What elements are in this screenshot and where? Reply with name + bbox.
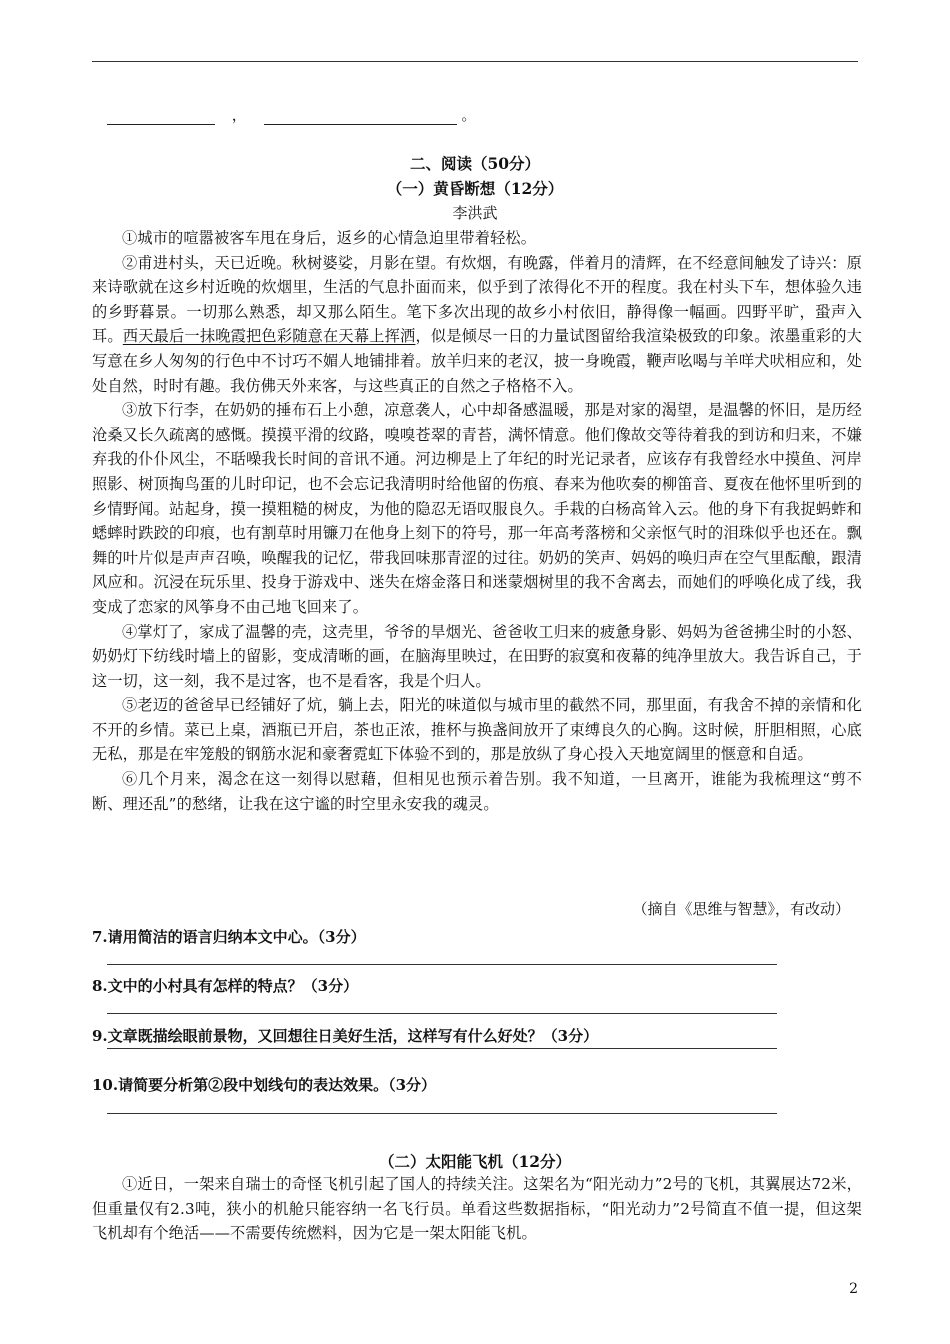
paragraph-3: ③放下行李，在奶奶的捶布石上小憩，凉意袭人，心中却备感温暖，那是对家的渴望，是温馨的怀旧，是历经沧桑又长久疏离的感慨。摸摸平滑的纹路，嗅嗅苍翠的青苔，满怀情意。他们像故交等待着我的到访和归来，不嫌弃我的仆仆风尘，不聒噪我长时间的音讯不通。河边柳是上了年纪的时光记录者，应该存有我曾经水中摸鱼、河岸照影、树顶掏鸟蛋的儿时印记，也不会忘记我清明时给他留的伤痕、春来为他吹奏的柳笛音、夏夜在他怀里听到的乡情野闻。站起身，摸一摸粗糙的树皮，为他的隐忍无语叹服良久。手栽的白杨高耸入云。他的身下有我捉蚂蚱和蟋蟀时跌跤的印痕，也有割草时用镰刀在他身上刻下的符号，那一年高考落榜和父亲怄气时的泪珠似乎也还在。飘舞的叶片似是声声召唤，唤醒我的记忆，带我回味那青涩的过往。奶奶的笑声、妈妈的唤归声在空气里酝酿，跟清风应和。沉浸在玩乐里、投身于游戏中、迷失在熔金落日和迷蒙烟树里的我不舍离去，而她们的呼唤化成了线，我变成了恋家的风筝身不由己地飞回来了。 [92,401,862,616]
answer-blank-1[interactable] [107,110,215,125]
passage2-body [92,1172,862,1246]
comma-mark: ， [231,106,247,124]
passage1-body [92,226,862,816]
answer-line-7[interactable] [107,964,777,965]
section-title: 二、阅读（50分） [409,154,541,173]
period-mark: 。 [461,106,477,124]
passage1-title: （一）黄昏断想（12分） [386,179,564,198]
question-8: 8.文中的小村具有怎样的特点？（3分） [92,977,359,995]
fill-in-blank-row [107,104,476,124]
paragraph-4: ④掌灯了，家成了温馨的壳，这壳里，爷爷的旱烟光、爸爸收工归来的疲惫身影、妈妈为爸爸拂尘时的小怒、奶奶灯下纺线时墙上的留影，变成清晰的画，在脑海里映过，在田野的寂寞和夜幕的纯净里放大。我告诉自己，于这一切，这一刻，我不是过客，也不是看客，我是个归人。 [92,622,862,690]
paragraph-6: ⑥几个月来，渴念在这一刻得以慰藉，但相见也预示着告别。我不知道，一旦离开，谁能为我梳理这“剪不断、理还乱”的愁绪，让我在这宁谧的时空里永安我的魂灵。 [92,770,862,813]
passage2-title: （二）太阳能飞机（12分） [378,1152,572,1171]
passage2-paragraph-1: ①近日，一架来自瑞士的奇怪飞机引起了国人的持续关注。这架名为“阳光动力”2号的飞机，其翼展达72米，但重量仅有2.3吨，狭小的机舱只能容纳一名飞行员。单看这些数据指标，“阳光动力”2号简直不值一提，但这架飞机却有个绝活——不需要传统燃料，因为它是一架太阳能飞机。 [92,1175,862,1243]
header-rule [92,61,858,62]
paragraph-2-text: ②甫进村头，天已近晚。秋树婆娑，月影在望。有炊烟，有晚露，伴着月的清辉，在不经意间触发了诗兴：原来诗歌就在这乡村近晚的炊烟里，生活的气息扑面而来，似乎到了浓得化不开的程度。我在村头下车，想体验久违的乡野暮景。一切那么熟悉，却又那么陌生。笔下多次出现的故乡小村依旧，静得像一幅画。四野平旷，蛩声入耳。 [92,253,862,346]
paragraph-2-tail: ，似是倾尽一日的力量试图留给我渲染极致的印象。浓墨重彩的大写意在乡人匆匆的行色中不讨巧不媚人地铺排着。放羊归来的老汉，披一身晚霞，鞭声吆喝与羊咩犬吠相应和，处处自然，时时有趣。我仿佛天外来客，与这些真正的自然之子格格不入。 [92,327,862,395]
answer-line-10[interactable] [107,1113,777,1114]
paragraph-2 [92,251,862,399]
passage1-source: （摘自《思维与智慧》，有改动） [632,900,850,918]
question-7: 7.请用简洁的语言归纳本文中心。（3分） [92,928,366,946]
question-9: 9.文章既描绘眼前景物，又回想往日美好生活，这样写有什么好处？（3分） [92,1027,599,1045]
page-number: 2 [849,1281,858,1297]
underlined-sentence: 西天最后一抹晚霞把色彩随意在天幕上挥洒 [122,327,416,346]
paragraph-5: ⑤老迈的爸爸早已经铺好了炕，躺上去，阳光的味道似与城市里的截然不同，那里面，有我舍不掉的亲情和化不开的乡情。菜已上桌，酒瓶已开启，茶也正浓，推杯与换盏间放开了束缚良久的心胸。这时候，肝胆相照，心底无私，那是在牢笼般的钢筋水泥和豪奢霓虹下体验不到的，那是放纵了身心投入天地宽阔里的惬意和自适。 [92,696,862,764]
answer-line-8[interactable] [107,1013,777,1014]
paragraph-1: ①城市的喧嚣被客车甩在身后，返乡的心情急迫里带着轻松。 [122,229,537,247]
answer-blank-2[interactable] [264,110,457,125]
answer-line-9[interactable] [107,1048,777,1049]
passage1-author: 李洪武 [452,204,498,222]
question-10: 10.请简要分析第②段中划线句的表达效果。（3分） [92,1076,437,1094]
